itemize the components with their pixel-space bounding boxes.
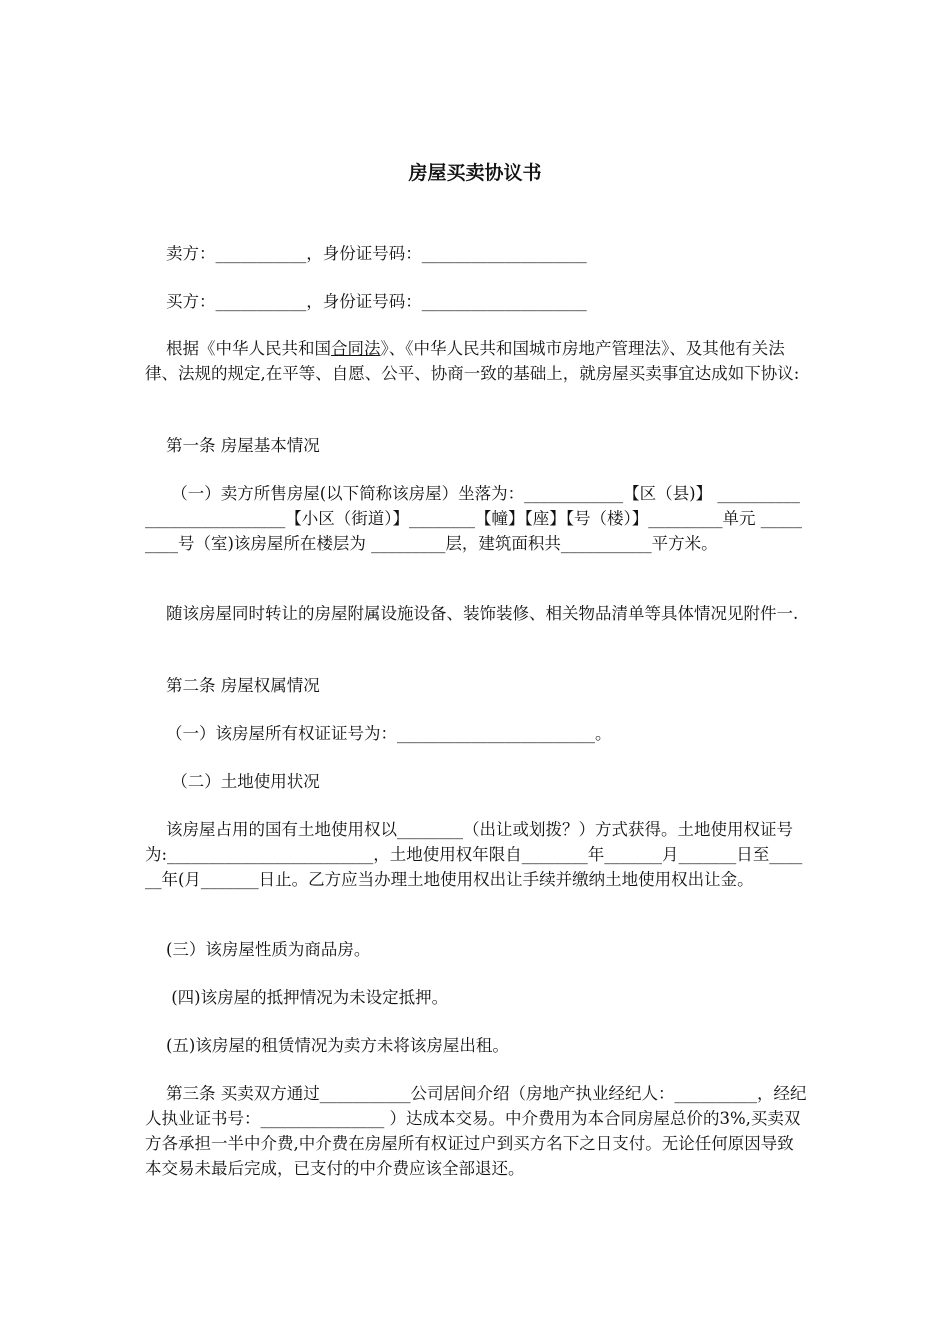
preamble-text-end: 》、《中华人民共和国城市房地产管理法》、及其他有关法律、法规的规定,在平等、自愿、公平、协商一致的基础上，就房屋买卖事宜达成如下协议:	[145, 339, 800, 383]
article-1-attachment-note: 随该房屋同时转让的房屋附属设施设备、装饰装修、相关物品清单等具体情况见附件一.	[145, 604, 799, 623]
article-2-item-1: （一）该房屋所有权证证号为：________________________。	[145, 724, 612, 743]
article-1-item-1: （一）卖方所售房屋(以下简称该房屋）坐落为：____________【区（县)】 ___________________________【小区（街道）】________【幢】【座】【号（楼）】_________单元 _________号（室)该房屋所在楼层为 _________层，建筑面积共___________平方米。	[145, 484, 802, 553]
article-2-item-3: (三）该房屋性质为商品房。	[145, 940, 371, 959]
preamble-paragraph	[145, 336, 807, 386]
contract-law-link[interactable]: 合同法	[330, 339, 381, 358]
article-2-item-5: (五)该房屋的租赁情况为卖方未将该房屋出租。	[145, 1036, 509, 1055]
article-2-land-paragraph: 该房屋占用的国有土地使用权以________（出让或划拨？）方式获得。土地使用权证号为:_________________________，土地使用权年限自________年_______月_______日至______年(月_______日止。乙方应当办理土地使用权出让手续并缴纳土地使用权出让金。	[145, 820, 803, 889]
article-2-heading: 第二条 房屋权属情况	[145, 676, 320, 695]
seller-line: 卖方：___________，身份证号码：____________________	[145, 244, 587, 263]
article-3-paragraph: 第三条 买卖双方通过___________公司居间介绍（房地产执业经纪人：__________，经纪人执业证书号：_______________ ）达成本交易。中介费用为本合同房屋总价的3%,买卖双方各承担一半中介费,中介费在房屋所有权证过户到买方名下之日支付。无论任何原因导致本交易未最后完成，已支付的中介费应该全部退还。	[145, 1084, 807, 1178]
buyer-line: 买方：___________，身份证号码：____________________	[145, 292, 587, 311]
article-2-item-4: (四)该房屋的抵押情况为未设定抵押。	[145, 988, 449, 1007]
preamble-text-start: 根据《中华人民共和国	[145, 339, 331, 358]
document-title: 房屋买卖协议书	[408, 162, 542, 184]
article-2-item-2: （二）土地使用状况	[145, 772, 320, 791]
article-1-heading: 第一条 房屋基本情况	[145, 436, 320, 455]
